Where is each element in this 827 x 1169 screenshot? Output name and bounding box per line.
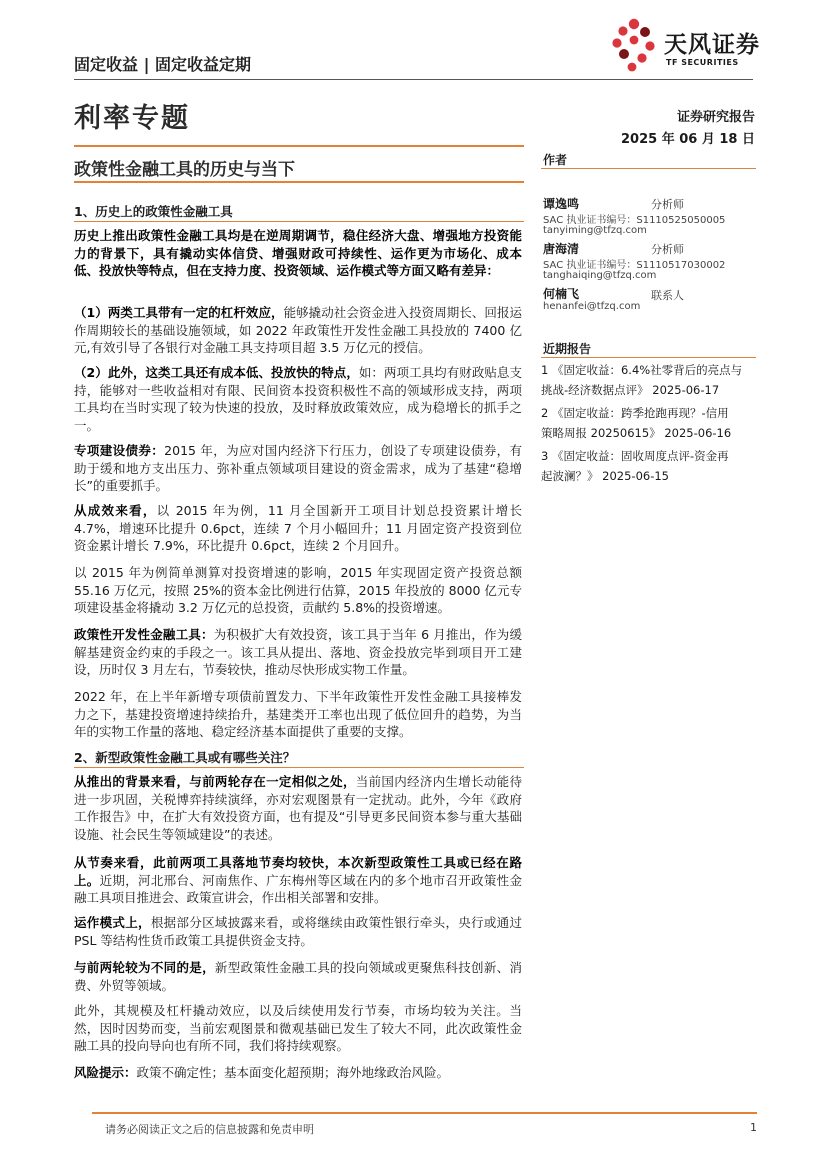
author-cert: SAC 执业证书编号：S1110525050005	[543, 215, 726, 226]
paragraph: 历史上推出政策性金融工具均是在逆周期调节，稳住经济大盘、增强地方投资能力的背景下，具有撬动实体信贷、增强财政可持续性、运作更为市场化、成本低、投放快等特点，但在支持力度、投资领域、运作模式等方面又略有差异：	[74, 228, 522, 278]
report-kind: 证券研究报告	[676, 110, 755, 125]
author-role: 分析师	[651, 198, 684, 211]
footer-divider	[92, 1112, 757, 1114]
page-title: 政策性金融工具的历史与当下	[74, 160, 295, 180]
paragraph: 政策性开发性金融工具：为积极扩大有效投资，该工具于当年 6 月推出，作为缓解基建资金约束的手段之一。该工具从提出、落地、资金投放完毕到项目开工建设，历时仅 3 月左右，节奏较快，推动尽快形成实物工作量。	[74, 627, 522, 677]
section-heading: 2、新型政策性金融工具或有哪些关注？	[74, 750, 296, 765]
paragraph: 运作模式上，根据部分区域披露来看，或将继续由政策性银行牵头，央行或通过 PSL 等结构性货币政策工具提供资金支持。	[74, 915, 522, 948]
author-email[interactable]: henanfei@tfzq.com	[543, 301, 641, 312]
company-logo	[610, 18, 760, 72]
paragraph: 以 2015 年为例简单测算对投资增速的影响，2015 年实现固定资产投资总额 55.16 万亿元，按照 25%的资本金比例进行估算，2015 年投放的 8000 亿元专项建设基金将撬动 3.2 万亿元的总投资，贡献约 5.8%的投资增速。	[74, 565, 522, 615]
report-type: 利率专题	[74, 103, 190, 134]
author-role: 联系人	[651, 289, 684, 302]
logo-name-en: TF SECURITIES	[666, 58, 739, 67]
logo-name-cn: 天风证券	[664, 32, 760, 58]
recent-reports-rule	[541, 357, 756, 358]
paragraph: （2）此外，这类工具还有成本低、投放快的特点，如：两项工具均有财政贴息支持，能够对一些收益相对有限、民间资本投资积极性不高的领域形成支持，两项工具均在当时实现了较为快速的投放，及时释放政策效应，成为稳增长的抓手之一。	[74, 365, 522, 433]
breadcrumb: 固定收益 | 固定收益定期	[74, 55, 251, 74]
paragraph: 从成效来看，以 2015 年为例，11 月全国新开工项目计划总投资累计增长 4.7%，增速环比提升 0.6pct，连续 7 个月小幅回升；11 月固定资产投资到位资金累计增长 7.9%，环比提升 0.6pct，连续 2 个月回升。	[74, 503, 522, 553]
author-name: 谭逸鸣	[543, 197, 580, 211]
logo-icon	[610, 18, 658, 72]
author-name: 唐海清	[543, 242, 580, 256]
recent-reports-label: 近期报告	[543, 342, 592, 356]
paragraph: 从节奏来看，此前两项工具落地节奏均较快，本次新型政策性工具或已经在路上。近期，河北邢台、河南焦作、广东梅州等区域在内的多个地市召开政策性金融工具项目推进会、政策宣讲会，作出相关部署和安排。	[74, 855, 522, 905]
paragraph: （1）两类工具带有一定的杠杆效应，能够撬动社会资金进入投资周期长、回报运作周期较长的基础设施领域，如 2022 年政策性开发性金融工具投放的 7400 亿元,有效引导了各银行对金融工具支持项目超 3.5 万亿元的授信。	[74, 305, 522, 355]
risk-warning: 风险提示：政策不确定性；基本面变化超预期；海外地缘政治风险。	[74, 1065, 450, 1080]
author-cert: SAC 执业证书编号：S1110517030002	[543, 260, 726, 271]
title-rule-bottom	[74, 181, 524, 183]
author-email[interactable]: tanyiming@tfzq.com	[543, 225, 647, 236]
paragraph: 2022 年，在上半年新增专项债前置发力、下半年政策性开发性金融工具接棒发力之下，基建投资增速持续抬升，基建类开工率也出现了低位回升的趋势，为当年的实物工作量的落地、稳定经济基本面提供了重要的支撑。	[74, 689, 522, 739]
section-heading: 1、历史上的政策性金融工具	[74, 204, 233, 219]
author-role: 分析师	[651, 243, 684, 256]
paragraph: 与前两轮较为不同的是，新型政策性金融工具的投向领域或更聚焦科技创新、消费、外贸等领域。	[74, 960, 522, 993]
author-name: 何楠飞	[543, 287, 580, 301]
recent-report-item[interactable]: 3 《固定收益：固收周度点评-资金再 起波澜？》 2025-06-15	[541, 449, 729, 483]
paragraph: 从推出的背景来看，与前两轮存在一定相似之处，当前国内经济内生增长动能待进一步巩固，关税博弈持续演绎，亦对宏观图景有一定扰动。此外，今年《政府工作报告》中，在扩大有效投资方面，也有提及“引导更多民间资本参与重大基础设施、社会民生等领域建设”的表述。	[74, 774, 522, 842]
section-rule	[74, 767, 524, 768]
recent-report-item[interactable]: 1 《固定收益：6.4%社零背后的亮点与 挑战-经济数据点评》 2025-06-17	[541, 363, 743, 397]
section-rule	[74, 221, 524, 222]
authors-label: 作者	[543, 153, 568, 167]
recent-report-item[interactable]: 2 《固定收益：跨季抢跑再现？-信用 策略周报 20250615》 2025-06-16	[541, 406, 732, 440]
authors-rule	[541, 168, 756, 169]
footer-disclaimer: 请务必阅读正文之后的信息披露和免责申明	[105, 1123, 314, 1136]
author-email[interactable]: tanghaiqing@tfzq.com	[543, 270, 657, 281]
report-date: 2025 年 06 月 18 日	[621, 132, 755, 147]
paragraph: 此外，其规模及杠杆撬动效应，以及后续使用发行节奏，市场均较为关注。当然，因时因势而变，当前宏观图景和微观基础已发生了较大不同，此次政策性金融工具的投向导向也有所不同，我们将持续观察。	[74, 1003, 522, 1053]
header-divider	[74, 79, 753, 80]
title-rule-top	[74, 145, 524, 147]
paragraph: 专项建设债券：2015 年，为应对国内经济下行压力，创设了专项建设债券，有助于缓和地方支出压力、弥补重点领域项目建设的资金需求，成为了基建“稳增长”的重要抓手。	[74, 443, 522, 493]
page-number: 1	[750, 1121, 757, 1134]
